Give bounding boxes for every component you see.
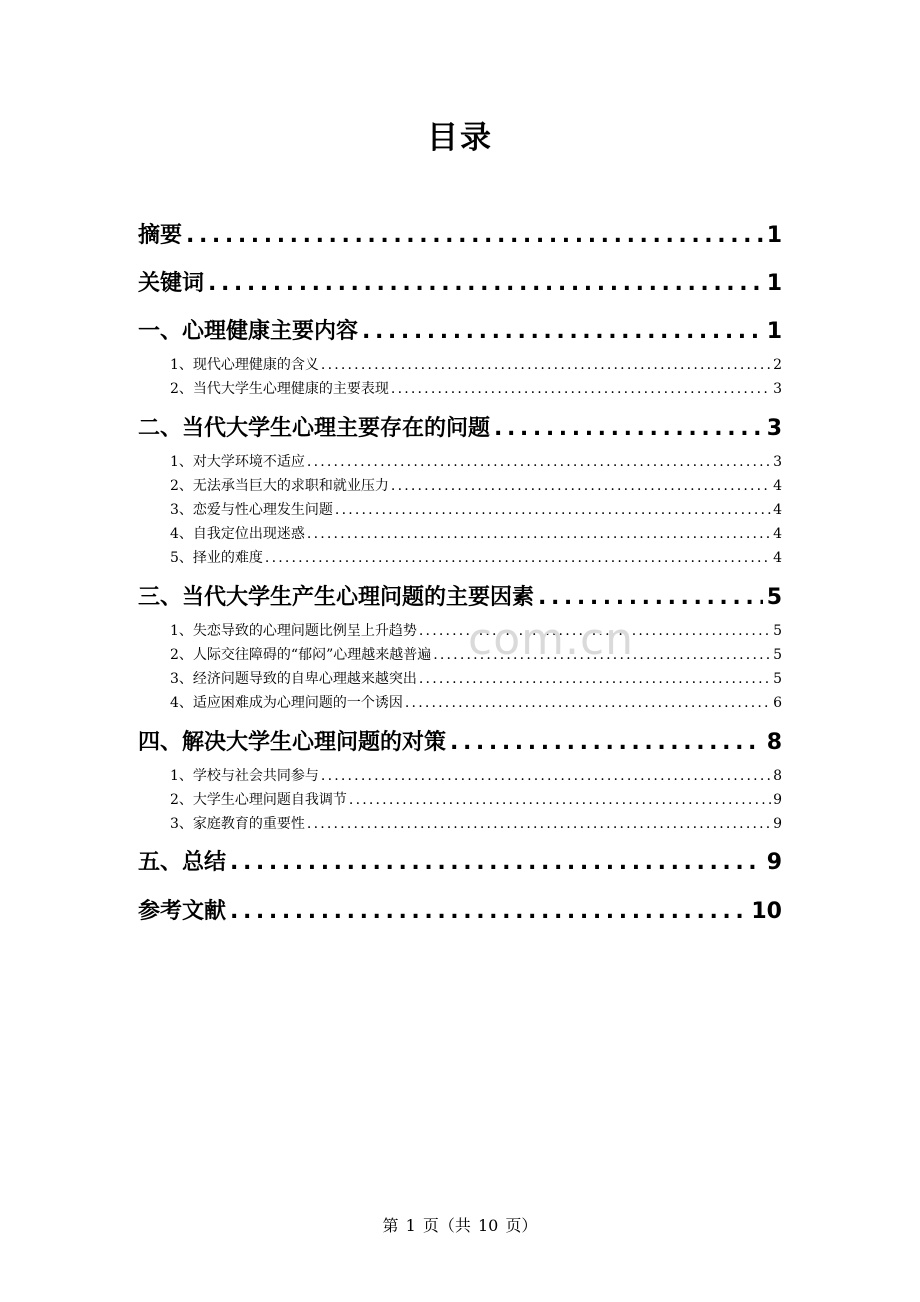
dot-leader (186, 223, 763, 248)
toc-entry-2-1[interactable] (138, 451, 782, 471)
toc-entry-label: 2、大学生心理问题自我调节 (170, 792, 347, 808)
toc-entry-label: 1、对大学环境不适应 (170, 454, 305, 470)
toc-entry-label: 三、当代大学生产生心理问题的主要因素 (138, 585, 535, 610)
dot-leader (307, 526, 771, 542)
toc-entry-label: 4、适应困难成为心理问题的一个诱因 (170, 695, 403, 711)
toc-entry-4-1[interactable] (138, 765, 782, 785)
toc-entry-page: 2 (773, 357, 782, 373)
toc-entry-page: 4 (773, 526, 782, 542)
toc-entry-1-1[interactable] (138, 354, 782, 374)
toc-entry-page: 6 (773, 695, 782, 711)
page-title: 目录 (427, 120, 493, 156)
toc-entry-page: 4 (773, 502, 782, 518)
toc-entry-label: 1、失恋导致的心理问题比例呈上升趋势 (170, 623, 417, 639)
toc-entry-1-2[interactable] (138, 378, 782, 398)
toc-entry-page: 5 (773, 647, 782, 663)
toc-entry-2-5[interactable] (138, 547, 782, 567)
toc-entry-page: 8 (773, 768, 782, 784)
dot-leader (391, 381, 771, 397)
dot-leader (335, 502, 771, 518)
toc-entry-label: 2、无法承当巨大的求职和就业压力 (170, 478, 389, 494)
toc-entry-label: 1、学校与社会共同参与 (170, 768, 319, 784)
dot-leader (307, 816, 771, 832)
toc-entry-label: 3、家庭教育的重要性 (170, 816, 305, 832)
toc-entry-page: 3 (766, 416, 782, 441)
toc-entry-label: 参考文献 (138, 899, 227, 924)
dot-leader (265, 550, 771, 566)
toc-entry-3-2[interactable] (138, 644, 782, 664)
toc-entry-page: 10 (751, 899, 782, 924)
toc-entry-3-1[interactable] (138, 620, 782, 640)
toc-entry-label: 2、人际交往障碍的“郁闷”心理越来越普遍 (170, 647, 432, 663)
page-footer: 第 1 页（共 10 页） (382, 1216, 538, 1235)
toc-entry-page: 5 (773, 671, 782, 687)
toc-entry-page: 5 (766, 585, 782, 610)
toc-entry-label: 4、自我定位出现迷惑 (170, 526, 305, 542)
toc-entry-2-3[interactable] (138, 499, 782, 519)
toc-entry-page: 1 (766, 223, 782, 248)
dot-leader (321, 768, 771, 784)
toc-entry-label: 四、解决大学生心理问题的对策 (138, 730, 447, 755)
toc-entry-label: 一、心理健康主要内容 (138, 319, 359, 344)
toc-entry-page: 8 (766, 730, 782, 755)
toc-entry-label: 二、当代大学生心理主要存在的问题 (138, 416, 491, 441)
toc-entry-label: 3、恋爱与性心理发生问题 (170, 502, 333, 518)
dot-leader (321, 357, 771, 373)
toc-entry-page: 4 (773, 550, 782, 566)
toc-entry-label: 5、择业的难度 (170, 550, 263, 566)
dot-leader (349, 792, 771, 808)
toc-entry-label: 摘要 (138, 223, 183, 248)
toc-entry-label: 五、总结 (138, 850, 227, 875)
toc-entry-label: 1、现代心理健康的含义 (170, 357, 319, 373)
dot-leader (494, 416, 763, 441)
toc-entry-page: 9 (766, 850, 782, 875)
dot-leader (538, 585, 763, 610)
toc-entry-page: 5 (773, 623, 782, 639)
toc-entry-2-2[interactable] (138, 475, 782, 495)
dot-leader (208, 271, 763, 296)
toc-entry-page: 3 (773, 454, 782, 470)
toc-entry-page: 9 (773, 792, 782, 808)
toc-entry-label: 2、当代大学生心理健康的主要表现 (170, 381, 389, 397)
toc-entry-label: 关键词 (138, 271, 205, 296)
toc-entry-4-2[interactable] (138, 789, 782, 809)
dot-leader (307, 454, 771, 470)
toc-entry-3-3[interactable] (138, 668, 782, 688)
dot-leader (391, 478, 771, 494)
dot-leader (230, 850, 763, 875)
toc-entry-page: 4 (773, 478, 782, 494)
toc-entry-label: 3、经济问题导致的自卑心理越来越突出 (170, 671, 417, 687)
dot-leader (450, 730, 763, 755)
toc-entry-page: 1 (766, 319, 782, 344)
toc-entry-page: 9 (773, 816, 782, 832)
toc-entry-page: 1 (766, 271, 782, 296)
toc-entry-section-4[interactable] (138, 725, 782, 756)
watermark: com.cn (468, 614, 635, 665)
toc-entry-section-1[interactable] (138, 314, 782, 345)
dot-leader (405, 695, 771, 711)
toc-entry-abstract[interactable] (138, 218, 782, 249)
toc-entry-section-3[interactable] (138, 580, 782, 611)
dot-leader (419, 671, 771, 687)
dot-leader (230, 899, 747, 924)
toc-entry-page: 3 (773, 381, 782, 397)
toc-entry-section-5[interactable] (138, 845, 782, 876)
toc-entry-4-3[interactable] (138, 813, 782, 833)
toc-entry-3-4[interactable] (138, 692, 782, 712)
toc-entry-2-4[interactable] (138, 523, 782, 543)
toc-entry-section-2[interactable] (138, 411, 782, 442)
dot-leader (362, 319, 763, 344)
toc-entry-references[interactable] (138, 894, 782, 925)
toc-entry-keywords[interactable] (138, 266, 782, 297)
